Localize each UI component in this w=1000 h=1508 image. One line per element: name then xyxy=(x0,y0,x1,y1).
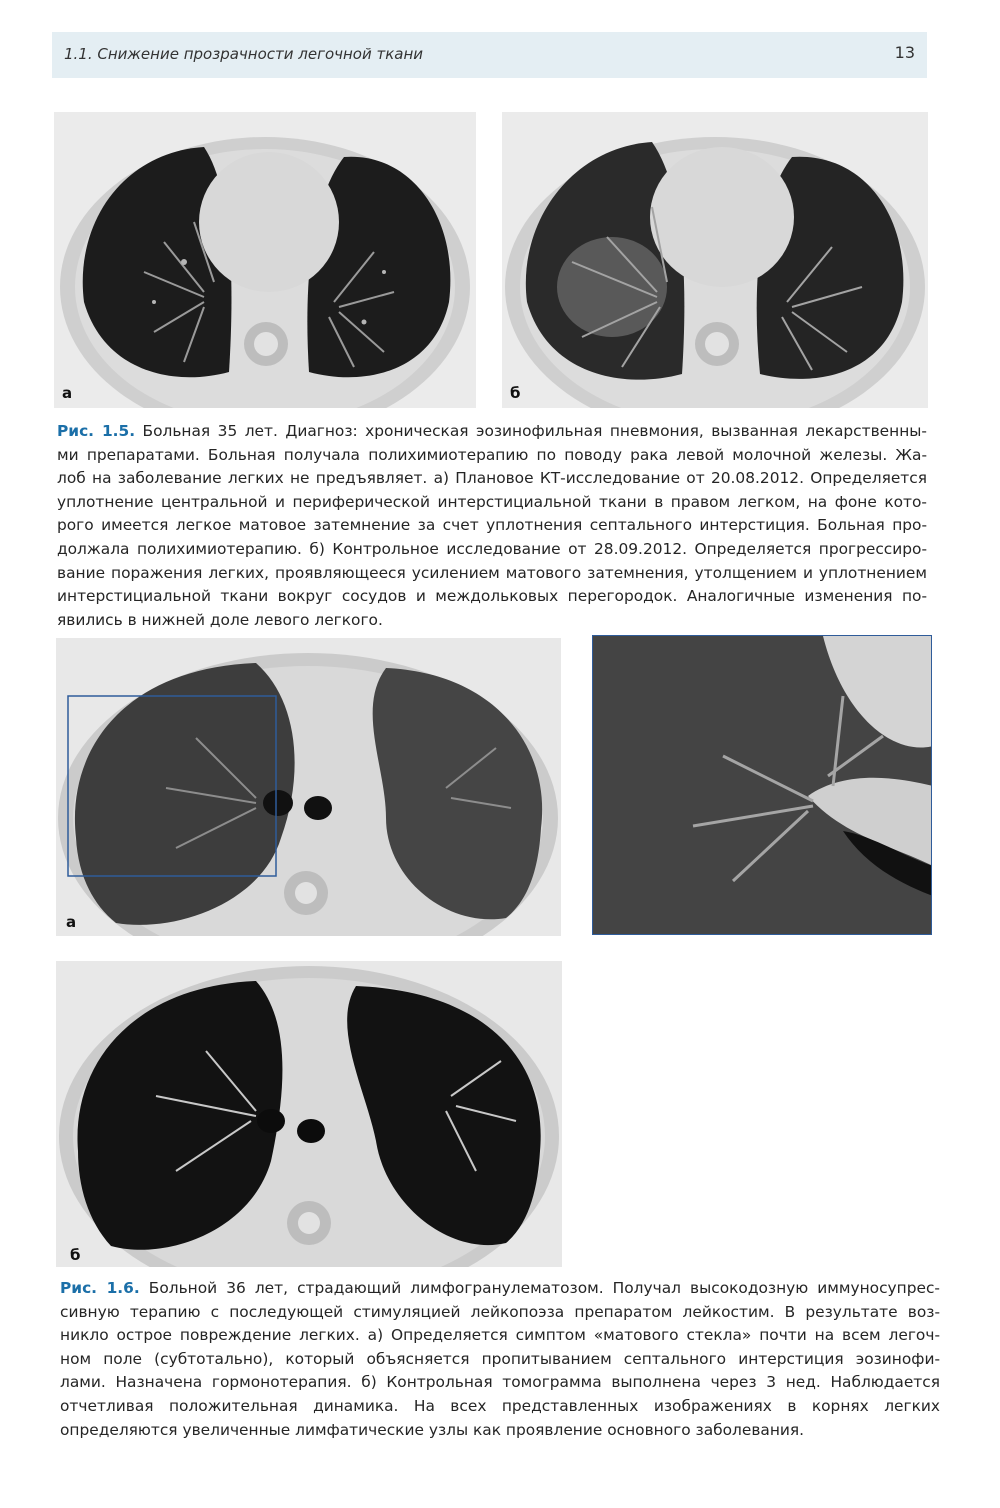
ct-image-fig16-a-zoom xyxy=(592,635,932,935)
running-header xyxy=(52,32,927,78)
caption-line: рого имеется легкое матовое затемнение за счет уплотнения септального интерстиция. Больная про- xyxy=(57,516,927,535)
caption-line: явились в нижней доле левого легкого. xyxy=(57,610,383,629)
caption-line: ном поле (субтотально), который объясняется пропитыванием септального интерстиция эозинофи- xyxy=(60,1349,940,1368)
section-title: 1.1. Снижение прозрачности легочной ткани xyxy=(64,45,424,63)
caption-line: интерстициальной ткани вокруг сосудов и междольковых перегородок. Аналогичные изменения по- xyxy=(57,587,927,606)
caption-line: лоб на заболевание легких не предъявляет. а) Плановое КТ-исследование от 20.08.2012. Определяется xyxy=(57,469,927,488)
caption-line: Рис. 1.5. Больная 35 лет. Диагноз: хроническая эозинофильная пневмония, вызванная лекарственны- xyxy=(57,422,927,440)
panel-label-a: а xyxy=(66,913,77,931)
ct-image-fig16-b xyxy=(56,961,562,1267)
page-number: 13 xyxy=(894,43,915,62)
panel-label-b: б xyxy=(70,1246,81,1264)
caption-line: должала полихимиотерапию. б) Контрольное исследование от 28.09.2012. Определяется прогрессиро- xyxy=(57,539,927,558)
figure-label: Рис. 1.5. xyxy=(57,422,136,440)
caption-line: сивную терапию с последующей стимуляцией лейкопоэза препаратом лейкостим. В результате воз- xyxy=(60,1302,940,1321)
figure-caption-1-6 xyxy=(60,1277,940,1442)
caption-line: никло острое повреждение легких. а) Определяется симптом «матового стекла» почти на всем легоч- xyxy=(60,1326,940,1345)
caption-line: Рис. 1.6. Больной 36 лет, страдающий лимфогранулематозом. Получал высокодозную иммуносупрес- xyxy=(60,1279,940,1297)
figure-label: Рис. 1.6. xyxy=(60,1279,140,1297)
caption-line: отчетливая положительная динамика. На всех представленных изображениях в корнях легких xyxy=(60,1396,940,1415)
figure-caption-1-5 xyxy=(57,420,927,632)
ct-image-fig15-b xyxy=(502,112,928,408)
panel-label-b: б xyxy=(510,384,521,402)
caption-line: вание поражения легких, проявляющееся усилением матового затемнения, утолщением и уплотнением xyxy=(57,563,927,582)
caption-line: ми препаратами. Больная получала полихимиотерапию по поводу рака левой молочной железы. Жа- xyxy=(57,445,927,464)
ct-image-fig16-a xyxy=(56,638,561,936)
panel-label-a: а xyxy=(62,384,73,402)
caption-line: определяются увеличенные лимфатические узлы как проявление основного заболевания. xyxy=(60,1420,805,1439)
ct-image-fig15-a xyxy=(54,112,476,408)
caption-line: уплотнение центральной и периферической интерстициальной ткани в правом легком, на фоне кото- xyxy=(57,492,927,511)
caption-line: лами. Назначена гормонотерапия. б) Контрольная томограмма выполнена через 3 нед. Наблюдается xyxy=(60,1373,940,1392)
